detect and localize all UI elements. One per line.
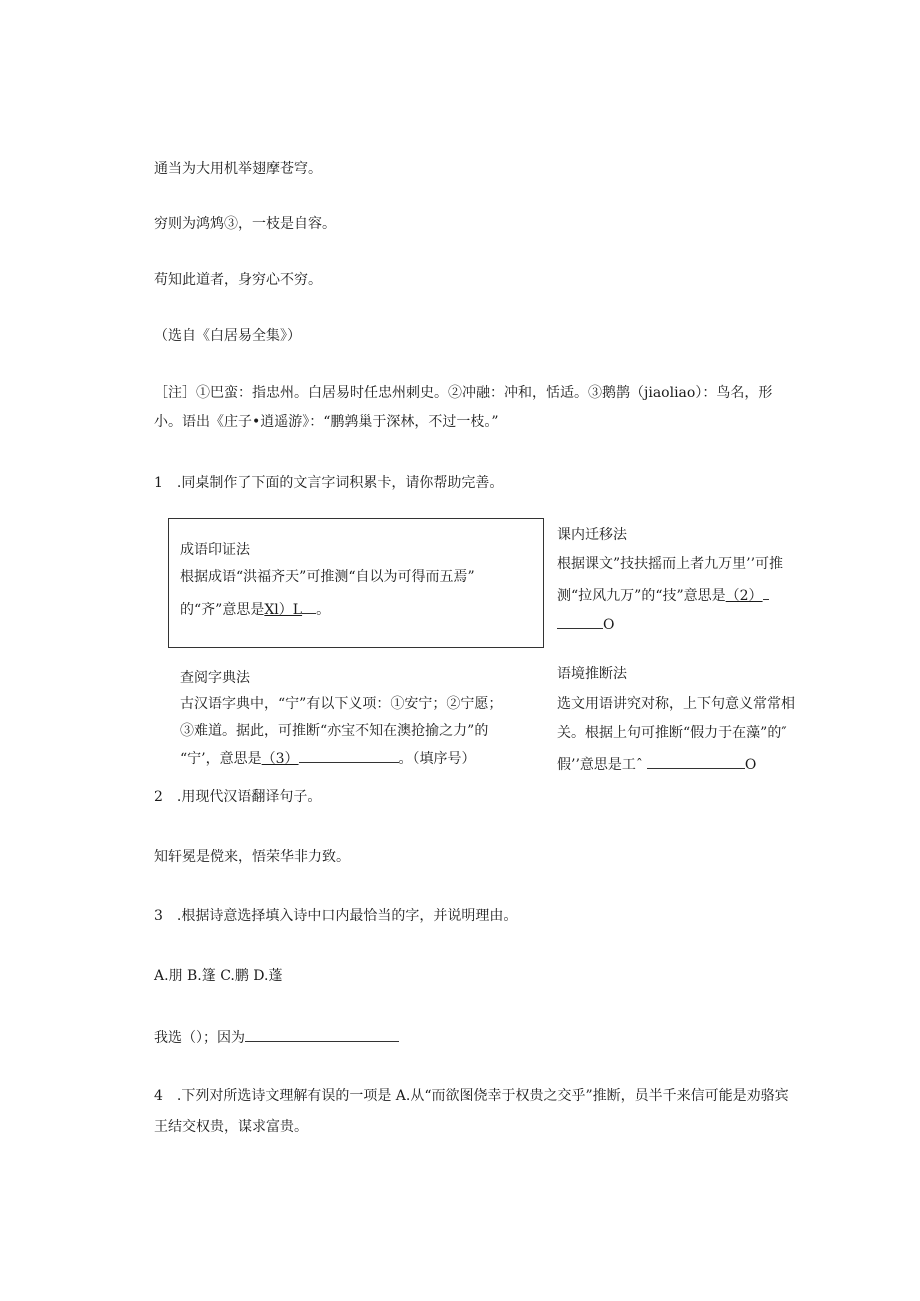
question-2-sentence: 知轩冕是傥来，悟荣华非力致。	[154, 849, 350, 865]
answer-blank-2-continued[interactable]	[557, 616, 603, 629]
card-2-line-3	[557, 616, 614, 632]
card-4-line-3-suffix: O	[744, 757, 757, 773]
card-3-line-3-prefix: “宁’，意思是	[180, 751, 262, 767]
answer-blank-1[interactable]: Xl）L	[264, 602, 303, 618]
poem-source: （选自《白居易全集》）	[154, 328, 301, 344]
answer-blank-3-line	[299, 750, 399, 763]
answer-blank-2[interactable]: （2）	[725, 588, 763, 604]
card-3-line-1: 古汉语字典中，“宁”有以下义项：①安宁；②宁愿；	[180, 696, 503, 712]
card-2-line-2-prefix: 测“拉风九万”的“技”意思是	[557, 588, 726, 604]
question-3-stem: 3 .根据诗意选择填入诗中口内最恰当的字，并说明理由。	[154, 908, 518, 924]
card-1-line-1: 根据成语“洪福齐天”可推测“自以为可得而五焉”	[180, 569, 475, 585]
poem-line-2: 穷则为鸿鸩③，一枝是自容。	[154, 216, 336, 232]
question-3-options: A.朋 B.篷 C.鹏 D.蓬	[154, 968, 283, 984]
answer-blank-2-line	[763, 587, 769, 600]
question-3-answer-line	[154, 1029, 399, 1045]
card-2-line-1: 根据课文”技扶摇而上者九万里’’可推	[557, 556, 784, 572]
answer-blank-4[interactable]	[647, 756, 745, 769]
card-1-line-2	[180, 601, 330, 617]
card-1-line-2-suffix: 。	[316, 602, 331, 618]
card-4-line-3-prefix: 假’’意思是工ˆ	[557, 757, 643, 773]
notes-line-2: 小。语出《庄子•逍遥游》：“鹏鹑巢于深林，不过一枝。”	[154, 414, 499, 430]
question-4-line-2: 王结交权贵，谋求富贵。	[154, 1119, 308, 1135]
card-3-line-3-suffix: 。（填序号）	[398, 751, 476, 767]
question-2-stem: 2 .用现代汉语翻译句子。	[154, 789, 322, 805]
card-2-title: 课内迁移法	[557, 527, 627, 543]
notes-line-1: ［注］①巴蛮：指忠州。白居易时任忠州刺史。②冲融：冲和，恬适。③鹅鹊（jiaoliao）：鸟名，形	[154, 385, 773, 401]
poem-line-1: 通当为大用机举翅摩苍穹。	[154, 161, 322, 177]
answer-blank-3[interactable]: （3）	[261, 751, 299, 767]
card-1-line-2-prefix: 的“齐”意思是	[180, 602, 265, 618]
card-3-line-3	[180, 750, 476, 766]
question-3-answer-prefix: 我选（）；因为	[154, 1030, 245, 1046]
question-1-stem: 1 .同桌制作了下面的文言字词积累卡，请你帮助完善。	[154, 475, 504, 491]
question-4-line-1: 4 .下列对所选诗文理解有误的一项是 A.从“而欲图侥幸于权贵之交乎”推断，员半千来信可能是劝骆宾	[154, 1088, 789, 1104]
answer-blank-1-line	[302, 601, 316, 614]
card-4-title: 语境推断法	[557, 666, 627, 682]
poem-line-3: 苟知此道者，身穷心不穷。	[154, 272, 322, 288]
card-4-line-1: 选文用语讲究对称，上下句意义常常相	[557, 696, 795, 712]
card-2-line-2	[557, 587, 769, 603]
card-4-line-2: 关。根据上句可推断“假力于在藻”的″	[557, 725, 787, 741]
card-2-line-3-suffix: O	[603, 617, 615, 633]
card-4-line-3	[557, 756, 756, 772]
card-3-title: 查阅字典法	[180, 670, 250, 686]
card-1-title: 成语印证法	[180, 542, 250, 558]
question-3-reason-blank[interactable]	[245, 1029, 399, 1042]
card-3-line-2: ③难道。据此，可推断“亦宝不知在澳抢揄之力”的	[180, 723, 489, 739]
